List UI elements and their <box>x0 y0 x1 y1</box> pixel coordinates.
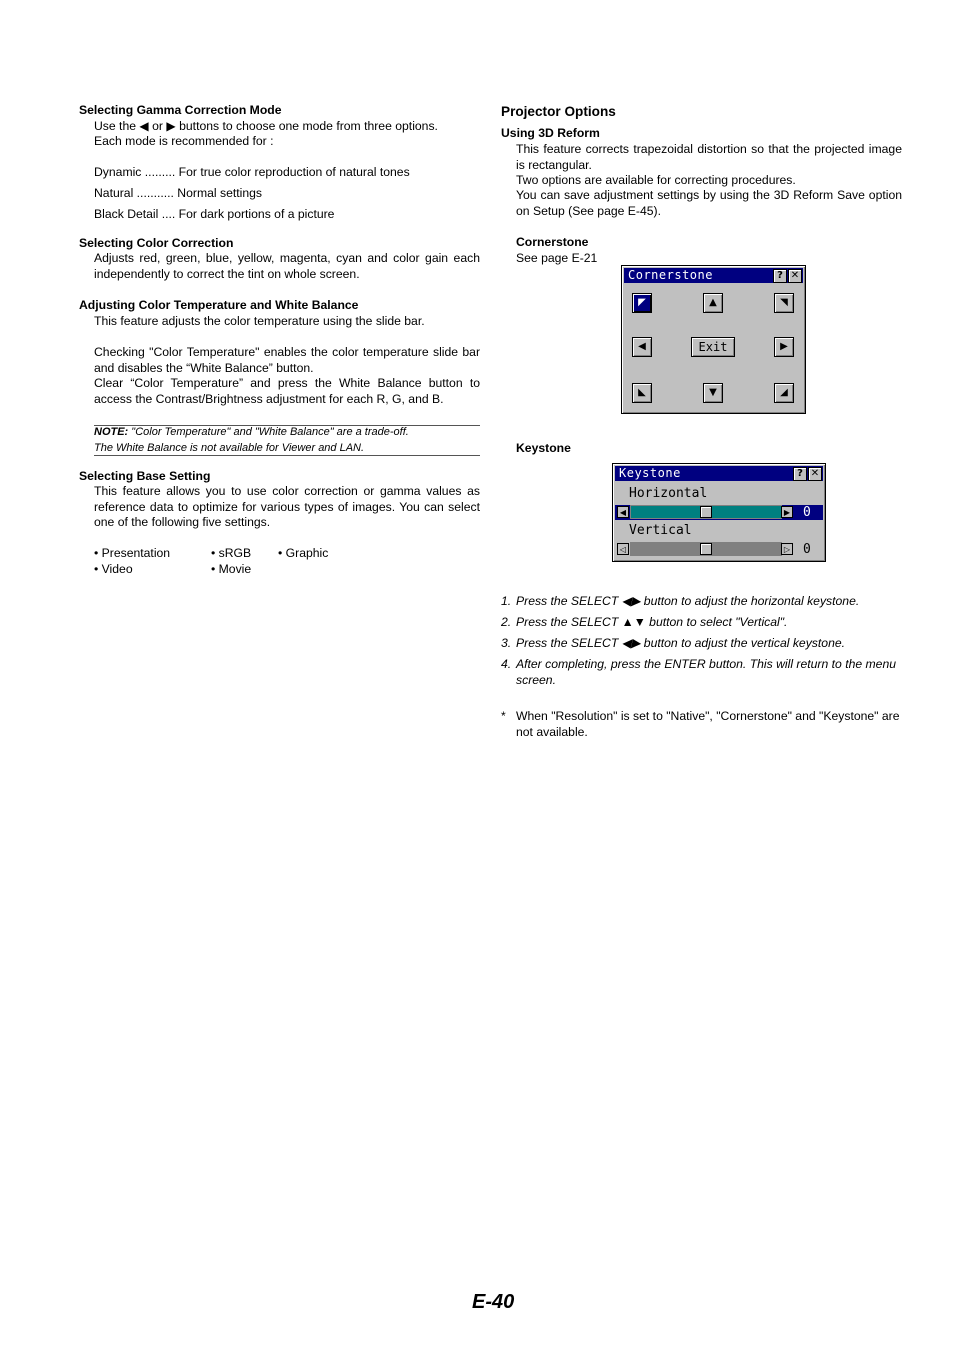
footnote-text: When "Resolution" is set to "Native", "Cornerstone" and "Keystone" are not available. <box>516 709 900 739</box>
corner-bottom-right-button[interactable]: ◢ <box>774 383 794 403</box>
base-option-presentation: • Presentation <box>94 546 171 560</box>
footnote-mark: * <box>501 709 506 723</box>
note-line1 <box>94 424 480 440</box>
vertical-left-arrow[interactable]: ◁ <box>617 543 629 555</box>
gamma-heading: Selecting Gamma Correction Mode <box>79 103 282 117</box>
vertical-value: 0 <box>803 542 811 557</box>
corner-top-left-button[interactable]: ◤ <box>632 293 652 313</box>
help-button[interactable]: ? <box>793 467 807 481</box>
reform-text2: Two options are available for correcting procedures. <box>516 173 796 187</box>
color-temp-text3: Clear “Color Temperature” and press the White Balance button to access the Contrast/Brightness adjustment for each R, G, and B. <box>94 376 480 406</box>
left-arrow-button[interactable]: ◀ <box>632 337 652 357</box>
reform-text1: This feature corrects trapezoidal distortion so that the projected image is rectangular. <box>516 142 902 172</box>
horizontal-left-arrow[interactable]: ◀ <box>617 506 629 518</box>
vertical-slider[interactable] <box>630 542 782 556</box>
step-4-num: 4. <box>501 657 512 671</box>
close-button[interactable]: ✕ <box>808 467 822 481</box>
horizontal-row <box>615 505 823 520</box>
vertical-row <box>615 542 823 557</box>
corner-bottom-left-button[interactable]: ◣ <box>632 383 652 403</box>
vertical-right-arrow[interactable]: ▷ <box>781 543 793 555</box>
base-setting-text: This feature allows you to use color correction or gamma values as reference data to optimize for various types of images. You can select one of the following five settings. <box>94 484 480 529</box>
step-4-text: After completing, press the ENTER button. This will return to the menu screen. <box>516 657 897 687</box>
vertical-label: Vertical <box>629 523 692 538</box>
cornerstone-dialog <box>621 265 806 414</box>
step-2-text: Press the SELECT ▲▼ button to select "Vertical". <box>516 615 788 629</box>
keystone-titlebar <box>615 466 823 481</box>
horizontal-slider[interactable] <box>630 505 782 519</box>
cornerstone-see-page: See page E-21 <box>516 251 598 265</box>
cornerstone-window-title: Cornerstone <box>628 268 713 282</box>
color-correction-heading: Selecting Color Correction <box>79 236 234 250</box>
note-text1: "Color Temperature" and "White Balance" are a trade-off. <box>128 426 409 438</box>
keystone-dialog <box>612 463 826 562</box>
gamma-mode-dynamic: Dynamic ......... For true color reproduction of natural tones <box>94 165 410 179</box>
keystone-window-title: Keystone <box>619 466 681 480</box>
color-temp-text1: This feature adjusts the color temperature using the slide bar. <box>94 314 425 328</box>
keystone-heading: Keystone <box>516 441 571 455</box>
cornerstone-titlebar <box>624 268 803 283</box>
note-line2: The White Balance is not available for Viewer and LAN. <box>94 442 365 454</box>
cornerstone-heading: Cornerstone <box>516 235 589 249</box>
color-temp-heading: Adjusting Color Temperature and White Balance <box>79 298 359 312</box>
page-number: E-40 <box>472 1291 515 1313</box>
gamma-mode-natural: Natural ........... Normal settings <box>94 186 262 200</box>
base-option-graphic: • Graphic <box>278 546 329 560</box>
horizontal-value: 0 <box>803 505 811 520</box>
note-bottom-rule <box>94 455 480 456</box>
note-label: NOTE: <box>94 426 129 438</box>
gamma-line2: Each mode is recommended for : <box>94 134 274 148</box>
exit-button[interactable]: Exit <box>691 337 735 357</box>
step-1-text: Press the SELECT ◀▶ button to adjust the horizontal keystone. <box>516 594 860 608</box>
reform-heading: Using 3D Reform <box>501 126 600 140</box>
right-arrow-button[interactable]: ▶ <box>774 337 794 357</box>
base-option-movie: • Movie <box>211 562 252 576</box>
color-correction-text: Adjusts red, green, blue, yellow, magenta, cyan and color gain each independently to correct the tint on whole screen. <box>94 251 480 281</box>
close-button[interactable]: ✕ <box>788 269 802 283</box>
horizontal-slider-thumb[interactable] <box>700 506 712 518</box>
step-3-num: 3. <box>501 636 512 650</box>
help-button[interactable]: ? <box>773 269 787 283</box>
base-setting-heading: Selecting Base Setting <box>79 469 211 483</box>
base-option-srgb: • sRGB <box>211 546 252 560</box>
color-temp-text2: Checking "Color Temperature" enables the color temperature slide bar and disables the “White Balance” button. <box>94 345 480 375</box>
projector-options-heading: Projector Options <box>501 104 616 119</box>
base-option-video: • Video <box>94 562 133 576</box>
down-arrow-button[interactable]: ▼ <box>703 383 723 403</box>
reform-text3: You can save adjustment settings by using the 3D Reform Save option on Setup (See page E-45). <box>516 188 902 218</box>
corner-top-right-button[interactable]: ◥ <box>774 293 794 313</box>
up-arrow-button[interactable]: ▲ <box>703 293 723 313</box>
gamma-mode-black-detail: Black Detail .... For dark portions of a picture <box>94 207 335 221</box>
horizontal-label: Horizontal <box>629 486 708 501</box>
step-3-text: Press the SELECT ◀▶ button to adjust the vertical keystone. <box>516 636 846 650</box>
step-2-num: 2. <box>501 615 512 629</box>
gamma-line1: Use the ◀ or ▶ buttons to choose one mode from three options. <box>94 119 438 133</box>
step-1-num: 1. <box>501 594 512 608</box>
horizontal-right-arrow[interactable]: ▶ <box>781 506 793 518</box>
vertical-slider-thumb[interactable] <box>700 543 712 555</box>
